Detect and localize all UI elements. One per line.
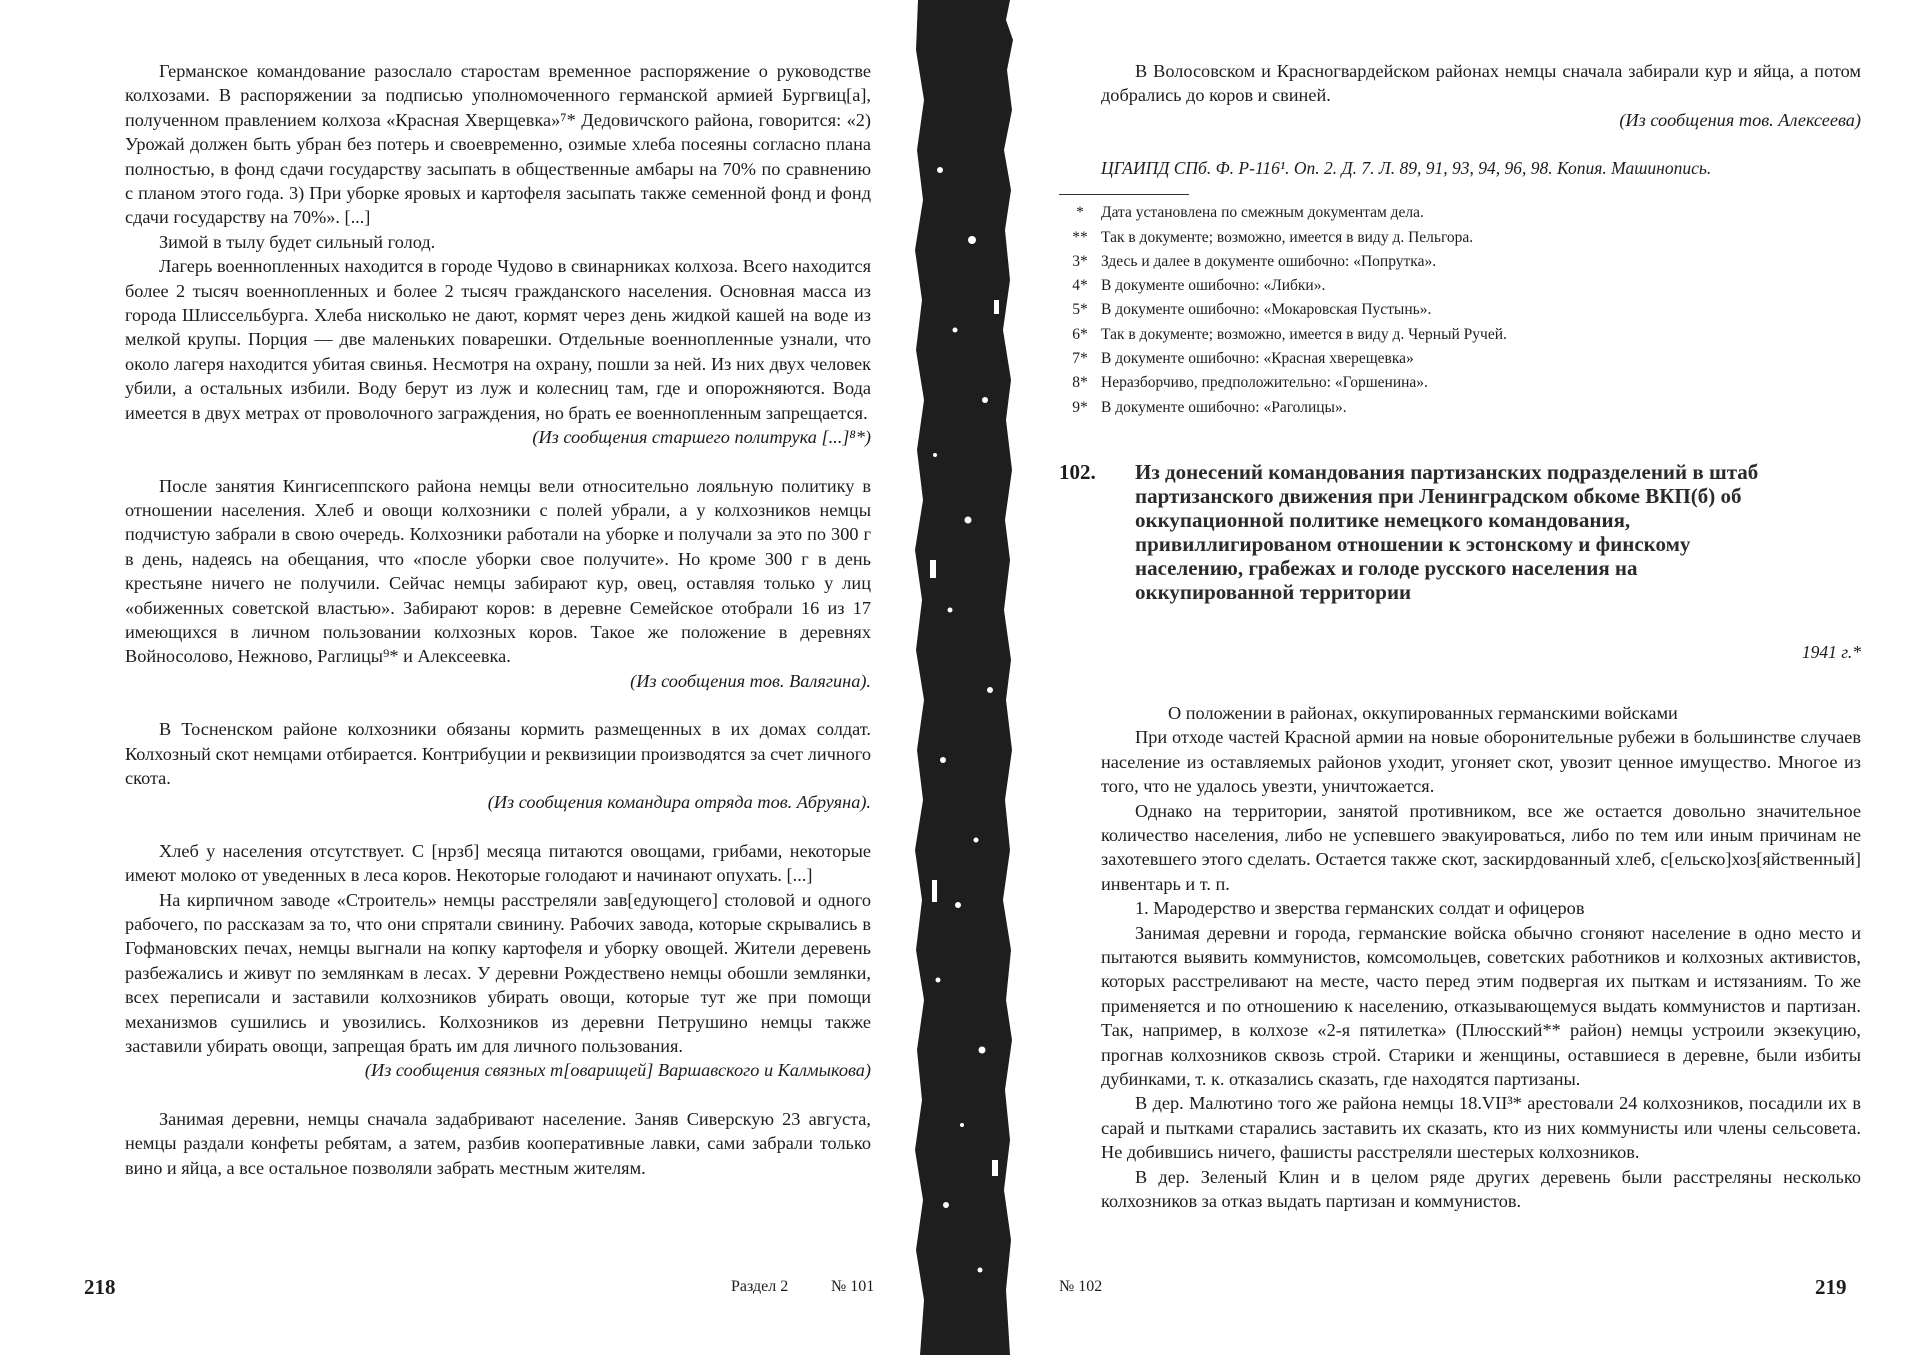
footnote [1059, 347, 1861, 371]
right-page-source-attribution: (Из сообщения тов. Алексеева) [1619, 109, 1861, 130]
left-page-paragraph: Зимой в тылу будет сильный голод. [159, 231, 436, 252]
left-page-paragraph: Занимая деревни, немцы сначала задабривают население. Заняв Сиверскую 23 августа, немцы раздали конфеты ребятам, а затем, разбив кооперативные лавки, сами забрали только вино и яйца, а все остальное позволяли забрать местным жителям. [125, 1108, 871, 1178]
document-101-ending [1101, 59, 1861, 132]
footnote-text: В документе ошибочно: «Красная хверещевка» [1101, 350, 1414, 367]
footnote-text: В документе ошибочно: «Мокаровская Пустынь». [1101, 301, 1432, 319]
document-102-paragraph: 1. Мародерство и зверства германских солдат и офицеров [1135, 898, 1585, 919]
footnote [1059, 323, 1861, 347]
footnote [1059, 250, 1861, 274]
left-page-paragraph: На кирпичном заводе «Строитель» немцы расстреляли зав[едующего] столовой и одного рабочего, по рассказам за то, что они спрятали свинину. Рабочих завода, которые скрывались в Гофмановских печах, немцы выгнали на копку картофеля и уборку овощей. Жители деревень разбежались и живут по землянкам в лесах. У деревни Рождествено немцы обошли землянки, всех переписали и заставили колхозников убирать овощи, которые тут же при помощи механизмов сушились и увозились. Колхозников из деревни Петрушино немцы также заставили убирать овощи, запрещая брать им для личного пользования. [125, 889, 871, 1057]
page-number-right: 219 [1815, 1275, 1847, 1299]
left-page-source-attribution: (Из сообщения тов. Валягина). [630, 670, 871, 691]
gutter-binding-shadow [910, 0, 1017, 1355]
scanned-gutter [910, 0, 1017, 1355]
document-102-paragraph: При отходе частей Красной армии на новые оборонительные рубежи в большинстве случаев население из оставляемых районов уходит, угоняет скот, увозит ценное имущество. Многое из того, что не удалось увезти, уничтожается. [1101, 727, 1861, 797]
paragraph-gap [125, 1083, 871, 1107]
right-page-paragraph: В Волосовском и Красногвардейском районах немцы сначала забирали кур и яйца, а потом добрались до коров и свиней. [1101, 61, 1861, 106]
left-page-paragraph: Хлеб у населения отсутствует. С [нрзб] месяца питаются овощами, грибами, некоторые имеют молоко от уведенных в леса коров. Некоторые голодают и начинают опухать. [...] [125, 840, 871, 886]
left-page-text [125, 59, 871, 1180]
document-date: 1941 г.* [1801, 641, 1861, 662]
document-102-paragraph: Однако на территории, занятой противником, все же остается довольно значительное количество населения, либо не успевшего эвакуироваться, либо по тем или иным причинам не захотевшего этого сделать. Остается также скот, заскирдованный хлеб, с[ельско]хоз[яйственный] инвентарь и т. п. [1101, 800, 1861, 894]
document-102-paragraph: В дер. Зеленый Клин и в целом ряде других деревень были расстреляны несколько колхозников за отказ выдать партизан и коммунистов. [1101, 1166, 1861, 1212]
footnote [1059, 201, 1861, 225]
running-head-doc-number: № 102 [1059, 1278, 1103, 1295]
right-page [1017, 0, 1920, 1355]
footnote-text: Неразборчиво, предположительно: «Горшенина». [1101, 374, 1428, 392]
left-page-source-attribution: (Из сообщения старшего политрука [...]⁸*) [532, 427, 871, 448]
footnote-text: Так в документе; возможно, имеется в виду д. Черный Ручей. [1101, 325, 1507, 343]
footnote-mark: 9* [1072, 398, 1088, 416]
running-head-section: Раздел 2 [731, 1278, 789, 1295]
left-page-paragraph: Германское командование разослало старостам временное распоряжение о руководстве колхозами. В распоряжении за подписью уполномоченного германской армией Бургвиц[а], полученном правлением колхоза «Красная Хверщевка»⁷* Дедовичского района, говорится: «2) Урожай должен быть убран без потерь и своевременно, озимые хлеба посеяны согласно плана полностью, в фонд сдачи государству засыпать в общественные амбары на 70% по сравнению с планом этого года. 3) При уборке яровых и картофеля засыпать также семенной фонд и фонд сдачи государству на 70%». [...] [125, 61, 871, 228]
paragraph-gap [125, 450, 871, 474]
paragraph-gap [125, 815, 871, 839]
footnote-mark: 7* [1072, 350, 1088, 367]
document-102-paragraph: В дер. Малютино того же района немцы 18.VII³* арестовали 24 колхозников, посадили их в сарай и пытками старались заставить их сказать, кто из них коммунисты или члены сельсовета. Не добившись ничего, фашисты расстреляли шестерых колхозников. [1101, 1093, 1861, 1163]
left-page-paragraph: Лагерь военнопленных находится в городе Чудово в свинарниках колхоза. Всего находится более 2 тысяч военнопленных и более 2 тысяч гражданского населения. Основная масса из города Шлиссельбурга. Хлеба нисколько не дают, кормят через день жидкой кашей на воде из мелкой крупы. Порция — две маленьких поварешки. Отдельные военнопленные узнали, что около лагеря находится убитая свинья. Несмотря на охрану, пошли за ней. Из них двух человек убили, а остальных избили. Воду берут из луж и колесниц там, где и опорожняются. Вода имеется в двух метрах от проволочного заграждения, но брать ее военнопленным запрещается. [125, 256, 871, 423]
footnotes [1072, 201, 1861, 420]
document-102-paragraph: Занимая деревни и города, германские войска обычно сгоняют население в одно место и пытаются выявить коммунистов, комсомольцев, советских работников и колхозных активистов, которых расстреливают на месте, часто перед этим подвергая их пыткам и истязаниям. То же применяется и по отношению к населению, отказывающемуся выдать коммунистов и партизан. Так, например, в колхозе «2-я пятилетка» (Плюсский** район) немцы устроили экзекуцию, прогнав колхозников сквозь строй. Старики и женщины, оставшиеся в деревне, были избиты дубинками, т. к. отказались сказать, где находятся партизаны. [1101, 922, 1861, 1089]
footnote-mark: 3* [1072, 252, 1088, 270]
footnote [1059, 371, 1861, 395]
left-page-source-attribution: (Из сообщения связных т[оварищей] Варшавского и Калмыкова) [364, 1060, 871, 1081]
document-title: Из донесений командования партизанских подразделений в штаб партизанского движения при Ленинградском обкоме ВКП(б) об оккупационной политике немецкого командования, привиллигированом отношении к эстонскому и финскому населению, грабежах и голоде русского населения на оккупированной территории [1135, 459, 1759, 604]
left-page [0, 0, 910, 1355]
left-page-paragraph: В Тосненском районе колхозники обязаны кормить размещенных в их домах солдат. Колхозный скот немцами отбирается. Контрибуции и реквизиции производятся за счет личного скота. [125, 719, 871, 788]
archive-reference: ЦГАИПД СПб. Ф. Р-116¹. Оп. 2. Д. 7. Л. 89, 91, 93, 94, 96, 98. Копия. Машинопись. [1101, 158, 1712, 179]
document-subtitle: О положении в районах, оккупированных германскими войсками [1168, 702, 1678, 723]
footnote-mark: 5* [1072, 301, 1088, 319]
left-page-source-attribution: (Из сообщения командира отряда тов. Абруяна). [487, 792, 871, 813]
footnote-mark: 6* [1072, 325, 1088, 343]
document-body [1101, 725, 1861, 1213]
footnote-mark: 8* [1072, 374, 1088, 392]
footnote [1059, 396, 1861, 420]
footnote [1059, 274, 1861, 298]
running-head-doc-number: № 101 [831, 1278, 875, 1295]
footnote-text: Дата установлена по смежным документам дела. [1101, 204, 1424, 222]
footnote-mark: 4* [1072, 277, 1088, 295]
footnote-text: В документе ошибочно: «Либки». [1101, 277, 1326, 295]
footnote-mark: ** [1072, 228, 1088, 246]
footnote-text: Здесь и далее в документе ошибочно: «Попрутка». [1101, 252, 1437, 270]
document-number: 102. [1059, 459, 1096, 484]
page-number-left: 218 [84, 1275, 116, 1299]
footnote-mark: * [1076, 204, 1084, 222]
paragraph-gap [125, 693, 871, 717]
footnote [1059, 226, 1861, 250]
left-page-paragraph: После занятия Кингисеппского района немцы вели относительно лояльную политику в отношении населения. Хлеб и овощи колхозники с полей убрали, а у колхозников немцы подчистую забрали в свою очередь. Колхозники работали на уборке и получали за это по 300 г в день, надеясь на обещания, что «после уборки свое получите». Но кроме 300 г в день крестьяне ничего не получили. Сейчас немцы забирают кур, овец, оставляя только у лиц «обиженных советской властью». Забирают коров: в деревне Семейское отобрали 16 из 17 имеющихся в личном пользовании колхозных коров. Такое же положение в деревнях Войносолово, Нежново, Раглицы⁹* и Алексеевка. [125, 475, 871, 667]
document-heading [1059, 460, 1861, 604]
footnote-text: В документе ошибочно: «Раголицы». [1101, 398, 1347, 416]
footnote [1059, 298, 1861, 322]
footnote-text: Так в документе; возможно, имеется в виду д. Пельгора. [1101, 228, 1474, 246]
footnote-divider [1059, 194, 1189, 195]
right-page-text [1059, 59, 1861, 1213]
